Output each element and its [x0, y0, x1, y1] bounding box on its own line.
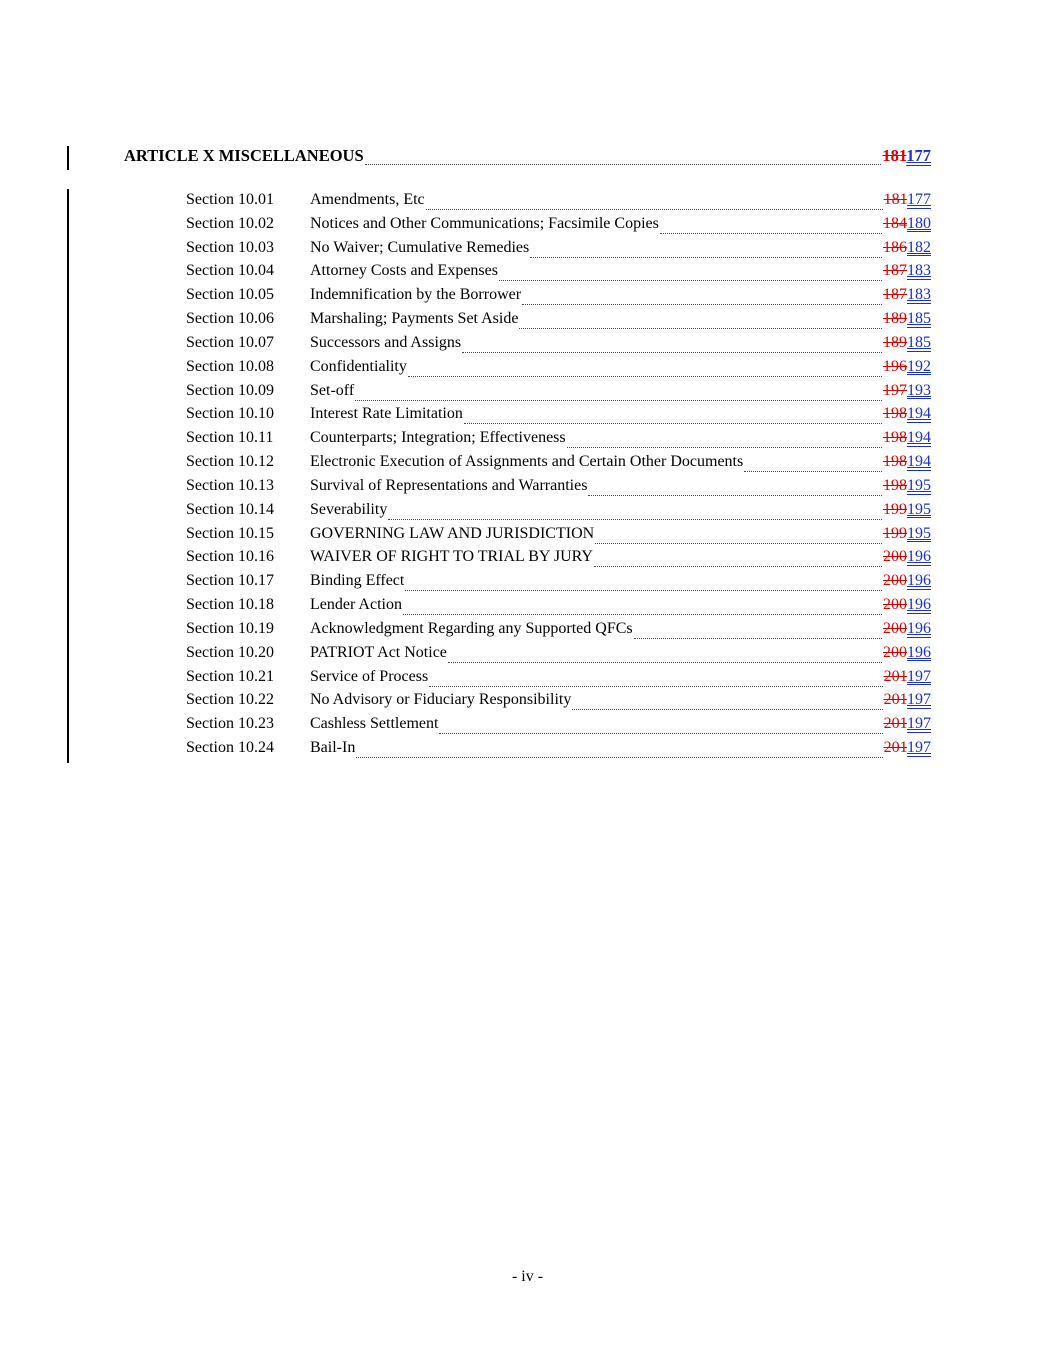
page-reference[interactable]	[883, 596, 931, 614]
dot-leader	[356, 756, 882, 758]
page-reference[interactable]	[883, 453, 931, 471]
inserted-page-link[interactable]: 194	[907, 405, 931, 423]
section-title: Attorney Costs and Expenses	[310, 262, 498, 280]
inserted-page-link[interactable]: 196	[907, 643, 931, 661]
page-reference[interactable]	[883, 429, 931, 447]
page-reference[interactable]	[882, 146, 931, 166]
section-number: Section 10.15	[186, 524, 274, 542]
page-reference[interactable]	[884, 191, 931, 209]
deleted-page-number: 201	[883, 739, 907, 757]
section-number: Section 10.05	[186, 286, 274, 304]
deleted-page-number: 198	[883, 476, 907, 494]
inserted-page-link[interactable]: 177	[906, 146, 931, 165]
inserted-page-link[interactable]: 183	[907, 286, 931, 304]
deleted-page-number: 200	[883, 643, 907, 661]
page-reference[interactable]	[883, 382, 931, 400]
section-title: Acknowledgment Regarding any Supported QFCs	[310, 619, 633, 637]
dot-leader	[572, 708, 882, 710]
deleted-page-number: 200	[883, 619, 907, 637]
toc-section-entry[interactable]	[186, 739, 931, 763]
section-number: Section 10.21	[186, 667, 274, 685]
section-title: No Waiver; Cumulative Remedies	[310, 238, 530, 256]
inserted-page-link[interactable]: 196	[907, 596, 931, 614]
deleted-page-number: 200	[883, 548, 907, 566]
section-number: Section 10.06	[186, 310, 274, 328]
dot-leader	[426, 208, 883, 210]
section-title: Severability	[310, 500, 388, 518]
deleted-page-number: 200	[883, 572, 907, 590]
section-number: Section 10.01	[186, 191, 274, 208]
toc-section-entry[interactable]	[186, 453, 931, 477]
section-number: Section 10.13	[186, 476, 274, 494]
inserted-page-link[interactable]: 194	[907, 453, 931, 471]
deleted-page-number: 186	[883, 238, 907, 256]
section-title: Binding Effect	[310, 572, 405, 590]
section-title: Confidentiality	[310, 357, 407, 375]
section-number: Section 10.08	[186, 357, 274, 375]
section-number: Section 10.12	[186, 453, 274, 471]
inserted-page-link[interactable]: 193	[907, 381, 931, 399]
section-title: Service of Process	[310, 667, 429, 685]
dot-leader	[408, 375, 882, 377]
deleted-page-number: 189	[883, 333, 907, 351]
dot-leader	[744, 470, 882, 472]
inserted-page-link[interactable]: 196	[907, 619, 931, 637]
dot-leader	[519, 327, 882, 329]
deleted-page-number: 198	[883, 453, 907, 471]
page-reference[interactable]	[883, 262, 931, 280]
deleted-page-number: 201	[883, 691, 907, 709]
section-title: Cashless Settlement	[310, 715, 439, 733]
inserted-page-link[interactable]: 195	[907, 476, 931, 494]
toc-section-entry[interactable]	[186, 644, 931, 668]
page-reference[interactable]	[883, 286, 931, 304]
section-number: Section 10.14	[186, 500, 274, 518]
deleted-page-number: 197	[883, 381, 907, 399]
dot-leader	[355, 399, 882, 401]
inserted-page-link[interactable]: 197	[907, 667, 931, 685]
section-number: Section 10.23	[186, 715, 274, 733]
section-title: Interest Rate Limitation	[310, 405, 463, 423]
toc-section-entry[interactable]	[186, 262, 931, 286]
section-number: Section 10.09	[186, 381, 274, 399]
toc-section-entry[interactable]	[186, 334, 931, 358]
page-reference[interactable]	[883, 548, 931, 566]
page-reference[interactable]	[883, 572, 931, 590]
toc-section-entry[interactable]	[186, 191, 931, 215]
toc-section-entry[interactable]	[186, 691, 931, 715]
section-title: GOVERNING LAW AND JURISDICTION	[310, 524, 595, 542]
toc-section-entry[interactable]	[186, 715, 931, 739]
toc-section-entry[interactable]	[186, 548, 931, 572]
dot-leader	[462, 351, 882, 353]
section-number: Section 10.20	[186, 643, 274, 661]
inserted-page-link[interactable]: 192	[907, 357, 931, 375]
toc-section-entry[interactable]	[186, 525, 931, 549]
inserted-page-link[interactable]: 195	[907, 524, 931, 542]
page-reference[interactable]	[883, 405, 931, 423]
inserted-page-link[interactable]: 195	[907, 500, 931, 518]
toc-section-entry[interactable]	[186, 382, 931, 406]
section-title: WAIVER OF RIGHT TO TRIAL BY JURY	[310, 548, 593, 566]
section-title: Set-off	[310, 381, 355, 399]
page-reference[interactable]	[883, 310, 931, 328]
toc-section-entry[interactable]	[186, 501, 931, 525]
dot-leader	[388, 518, 882, 520]
inserted-page-link[interactable]: 196	[907, 548, 931, 566]
toc-section-entry[interactable]	[186, 239, 931, 263]
deleted-page-number: 200	[883, 596, 907, 614]
inserted-page-link[interactable]: 183	[907, 262, 931, 280]
section-title: Successors and Assigns	[310, 333, 462, 351]
deleted-page-number: 187	[883, 286, 907, 304]
section-title: Indemnification by the Borrower	[310, 286, 522, 304]
section-number: Section 10.07	[186, 333, 274, 351]
change-bar-article	[67, 146, 69, 170]
deleted-page-number: 198	[883, 429, 907, 447]
dot-leader	[588, 494, 882, 496]
toc-article-entry[interactable]	[124, 146, 931, 170]
deleted-page-number: 187	[883, 262, 907, 280]
dot-leader	[634, 637, 882, 639]
section-number: Section 10.02	[186, 214, 274, 232]
deleted-page-number: 196	[883, 357, 907, 375]
dot-leader	[530, 256, 882, 258]
dot-leader	[464, 422, 882, 424]
article-title: ARTICLE X MISCELLANEOUS	[124, 146, 364, 165]
section-title: Survival of Representations and Warranties	[310, 476, 588, 494]
page-reference[interactable]	[883, 358, 931, 376]
dot-leader	[595, 542, 882, 544]
section-title: Lender Action	[310, 596, 402, 614]
inserted-page-link[interactable]: 197	[907, 739, 931, 757]
page-footer: - iv -	[511, 1268, 544, 1285]
inserted-page-link[interactable]: 185	[907, 333, 931, 351]
section-number: Section 10.03	[186, 238, 274, 256]
deleted-page-number: 201	[883, 667, 907, 685]
deleted-page-number: 198	[883, 405, 907, 423]
inserted-page-link[interactable]: 185	[907, 310, 931, 328]
page-reference[interactable]	[883, 501, 931, 519]
section-title: Bail-In	[310, 739, 356, 757]
inserted-page-link[interactable]: 196	[907, 572, 931, 590]
section-number: Section 10.19	[186, 619, 274, 637]
toc-section-entry[interactable]	[186, 596, 931, 620]
change-bar-sections	[67, 189, 69, 763]
section-title: No Advisory or Fiduciary Responsibility	[310, 691, 572, 709]
inserted-page-link[interactable]: 177	[907, 191, 931, 208]
dot-leader	[365, 163, 882, 165]
dot-leader	[522, 303, 882, 305]
section-title: PATRIOT Act Notice	[310, 643, 447, 661]
page-reference[interactable]	[883, 525, 931, 543]
section-number: Section 10.22	[186, 691, 274, 709]
page-reference[interactable]	[884, 715, 931, 733]
page-reference[interactable]	[883, 239, 931, 257]
inserted-page-link[interactable]: 197	[907, 691, 931, 709]
toc-section-entry[interactable]	[186, 477, 931, 501]
dot-leader	[567, 446, 882, 448]
toc-section-entry[interactable]	[186, 620, 931, 644]
dot-leader	[448, 661, 882, 663]
deleted-page-number: 184	[883, 214, 907, 232]
toc-section-entry[interactable]	[186, 358, 931, 382]
page-reference[interactable]	[883, 334, 931, 352]
toc-section-entry[interactable]	[186, 668, 931, 692]
dot-leader	[594, 565, 882, 567]
section-title: Electronic Execution of Assignments and Certain Other Documents	[310, 453, 744, 471]
deleted-page-number: 181	[883, 191, 907, 208]
page-reference[interactable]	[883, 477, 931, 495]
inserted-page-link[interactable]: 194	[907, 429, 931, 447]
section-title: Counterparts; Integration; Effectiveness	[310, 429, 566, 447]
page-reference[interactable]	[883, 215, 931, 233]
deleted-page-number: 189	[883, 310, 907, 328]
inserted-page-link[interactable]: 197	[907, 715, 931, 733]
dot-leader	[403, 613, 882, 615]
deleted-page-number: 181	[882, 146, 907, 165]
page-reference[interactable]	[884, 668, 931, 686]
section-number: Section 10.16	[186, 548, 274, 566]
section-number: Section 10.11	[186, 429, 274, 447]
page-reference[interactable]	[883, 644, 931, 662]
page-reference[interactable]	[883, 620, 931, 638]
deleted-page-number: 199	[883, 500, 907, 518]
section-title: Marshaling; Payments Set Aside	[310, 310, 519, 328]
dot-leader	[499, 279, 882, 281]
dot-leader	[660, 232, 882, 234]
section-number: Section 10.18	[186, 596, 274, 614]
section-title: Notices and Other Communications; Facsimile Copies	[310, 214, 659, 232]
inserted-page-link[interactable]: 180	[907, 214, 931, 232]
inserted-page-link[interactable]: 182	[907, 238, 931, 256]
toc-section-entry[interactable]	[186, 572, 931, 596]
page-reference[interactable]	[884, 691, 931, 709]
section-number: Section 10.04	[186, 262, 274, 280]
section-number: Section 10.10	[186, 405, 274, 423]
toc-section-entry[interactable]	[186, 286, 931, 310]
dot-leader	[429, 685, 882, 687]
page-reference[interactable]	[884, 739, 931, 757]
toc-section-entry[interactable]	[186, 310, 931, 334]
dot-leader	[405, 589, 882, 591]
section-number: Section 10.24	[186, 739, 274, 757]
toc-section-entry[interactable]	[186, 429, 931, 453]
section-number: Section 10.17	[186, 572, 274, 590]
dot-leader	[439, 732, 882, 734]
toc-section-entry[interactable]	[186, 405, 931, 429]
section-title: Amendments, Etc	[310, 191, 425, 208]
deleted-page-number: 199	[883, 524, 907, 542]
toc-section-entry[interactable]	[186, 215, 931, 239]
deleted-page-number: 201	[883, 715, 907, 733]
